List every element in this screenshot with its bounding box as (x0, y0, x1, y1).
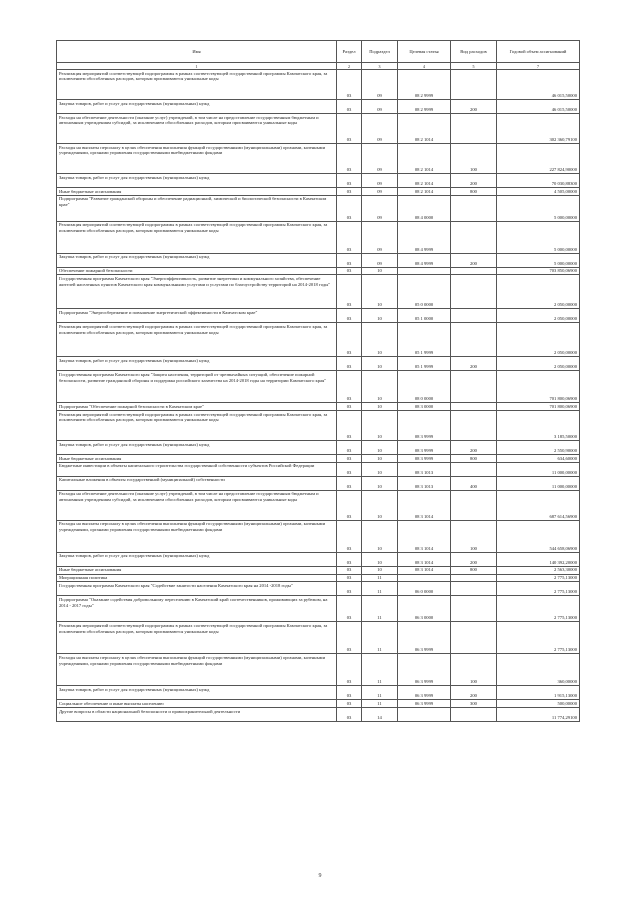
row-name-cell: Подпрограмма "Развитие гражданской обороны и обеспечение радиационной, химической и биологической безопасности в Камчатском крае" (57, 195, 337, 221)
table-row (57, 476, 580, 490)
row-name-cell: Закупка товаров, работ и услуг для государственных (муниципальных) нужд (57, 686, 337, 700)
row-subsection-cell: 11 (362, 596, 398, 622)
table-row (57, 708, 580, 722)
row-expense-type-cell (451, 582, 497, 596)
row-expense-type-cell (451, 708, 497, 722)
row-expense-type-cell (451, 403, 497, 411)
row-section-cell: 03 (337, 357, 362, 371)
row-amount-cell: 701 800,06900 (497, 403, 580, 411)
row-amount-cell: 544 658,06900 (497, 520, 580, 552)
row-amount-cell: 2 050,00000 (497, 275, 580, 309)
row-target-cell: 08 0 0000 (398, 371, 451, 403)
row-target-cell: 08 3 1013 (398, 476, 451, 490)
table-row (57, 174, 580, 188)
column-number: 2 (337, 63, 362, 70)
row-name-cell: Иные бюджетные ассигнования (57, 566, 337, 574)
table-row (57, 357, 580, 371)
row-section-cell: 03 (337, 700, 362, 708)
row-name-cell: Расходы на выплаты персоналу в целях обеспечения выполнения функций государственными (муниципальными) органами, казенными учреждениями, органами управления государственными внебюджетными фондами (57, 520, 337, 552)
row-section-cell: 03 (337, 144, 362, 174)
row-target-cell: 06 3 0000 (398, 596, 451, 622)
row-section-cell: 03 (337, 371, 362, 403)
row-subsection-cell: 10 (362, 462, 398, 476)
row-subsection-cell: 10 (362, 357, 398, 371)
row-name-cell: Подпрограмма "Обеспечение пожарной безопасности в Камчатском крае" (57, 403, 337, 411)
row-expense-type-cell (451, 490, 497, 520)
table-row (57, 411, 580, 441)
row-subsection-cell: 10 (362, 411, 398, 441)
row-target-cell: 05 1 9999 (398, 323, 451, 357)
row-section-cell: 03 (337, 462, 362, 476)
row-section-cell: 03 (337, 596, 362, 622)
column-number-row (57, 63, 580, 70)
row-amount-cell: 5 000,00000 (497, 221, 580, 253)
row-target-cell: 05 1 0000 (398, 309, 451, 323)
row-section-cell: 03 (337, 174, 362, 188)
budget-table (56, 40, 580, 722)
row-expense-type-cell: 300 (451, 700, 497, 708)
row-name-cell: Бюджетные инвестиции в объекты капитального строительства государственной собственности субъектов Российской Федерации (57, 462, 337, 476)
row-subsection-cell: 10 (362, 275, 398, 309)
row-section-cell: 03 (337, 195, 362, 221)
row-expense-type-cell (451, 323, 497, 357)
row-subsection-cell: 11 (362, 574, 398, 582)
table-header (57, 41, 580, 70)
row-amount-cell: 2 550,90000 (497, 441, 580, 455)
row-name-cell: Реализация мероприятий соответствующей подпрограммы в рамках соответствующей государственной программы Камчатского края, за исключением обособленных расходов, которым присваиваются уникальные коды (57, 323, 337, 357)
row-name-cell: Другие вопросы в области национальной безопасности и правоохранительной деятельности (57, 708, 337, 722)
table-row (57, 221, 580, 253)
row-subsection-cell: 10 (362, 476, 398, 490)
row-target-cell (398, 574, 451, 582)
row-expense-type-cell: 200 (451, 686, 497, 700)
table-row (57, 596, 580, 622)
row-expense-type-cell (451, 574, 497, 582)
row-amount-cell: 687 614,56900 (497, 490, 580, 520)
row-target-cell: 08 2 9999 (398, 100, 451, 114)
row-amount-cell: 1 915,13000 (497, 686, 580, 700)
table-row (57, 700, 580, 708)
row-amount-cell: 634,60000 (497, 455, 580, 463)
row-name-cell: Закупка товаров, работ и услуг для государственных (муниципальных) нужд (57, 357, 337, 371)
row-target-cell: 08 3 9999 (398, 441, 451, 455)
table-row (57, 520, 580, 552)
row-name-cell: Иные бюджетные ассигнования (57, 188, 337, 196)
row-subsection-cell: 10 (362, 566, 398, 574)
row-target-cell: 08 3 1014 (398, 520, 451, 552)
table-row (57, 188, 580, 196)
row-target-cell: 08 2 1014 (398, 144, 451, 174)
table-row (57, 403, 580, 411)
row-expense-type-cell: 800 (451, 566, 497, 574)
column-number: 7 (497, 63, 580, 70)
row-subsection-cell: 10 (362, 323, 398, 357)
row-target-cell: 06 3 9999 (398, 622, 451, 654)
row-name-cell: Реализация мероприятий соответствующей подпрограммы в рамках соответствующей государственной программы Камчатского края, за исключением обособленных расходов, которым присваиваются уникальные коды (57, 221, 337, 253)
row-section-cell: 03 (337, 221, 362, 253)
row-name-cell: Закупка товаров, работ и услуг для государственных (муниципальных) нужд (57, 253, 337, 267)
row-subsection-cell: 11 (362, 700, 398, 708)
header-amount: Годовой объем ассигнований (497, 41, 580, 63)
row-name-cell: Расходы на обеспечение деятельности (оказание услуг) учреждений, в том числе на предоставление государственным бюджетным и автономным учреждениям субсидий, за исключением обособленных расходов, которым присваиваются уникальные коды (57, 114, 337, 144)
row-name-cell: Закупка товаров, работ и услуг для государственных (муниципальных) нужд (57, 174, 337, 188)
row-subsection-cell: 09 (362, 188, 398, 196)
row-name-cell: Государственная программа Камчатского края "Защита населения, территорий от чрезвычайных ситуаций, обеспечение пожарной безопасности, развитие гражданской обороны и поддержка российского казачества на 2014-2018 годы на территории Камчатского края" (57, 371, 337, 403)
row-expense-type-cell (451, 371, 497, 403)
row-target-cell: 08 4 0000 (398, 195, 451, 221)
row-subsection-cell: 11 (362, 654, 398, 686)
table-row (57, 144, 580, 174)
row-target-cell: 06 3 9999 (398, 700, 451, 708)
row-subsection-cell: 11 (362, 622, 398, 654)
table-row (57, 686, 580, 700)
row-amount-cell: 2 050,00000 (497, 323, 580, 357)
row-amount-cell: 5 000,00000 (497, 195, 580, 221)
row-subsection-cell: 10 (362, 403, 398, 411)
table-row (57, 462, 580, 476)
table-row (57, 552, 580, 566)
table-row (57, 622, 580, 654)
row-expense-type-cell: 800 (451, 455, 497, 463)
row-expense-type-cell: 200 (451, 441, 497, 455)
row-section-cell: 03 (337, 309, 362, 323)
row-target-cell (398, 708, 451, 722)
table-row (57, 371, 580, 403)
row-expense-type-cell (451, 309, 497, 323)
row-expense-type-cell (451, 596, 497, 622)
row-target-cell: 06 3 9999 (398, 654, 451, 686)
header-target: Целевая статья (398, 41, 451, 63)
row-subsection-cell: 09 (362, 253, 398, 267)
row-name-cell: Реализация мероприятий соответствующей подпрограммы в рамках соответствующей государственной программы Камчатского края, за исключением обособленных расходов, которым присваиваются уникальные коды (57, 622, 337, 654)
row-amount-cell: 11 000,00000 (497, 462, 580, 476)
table-row (57, 309, 580, 323)
row-subsection-cell: 09 (362, 70, 398, 100)
row-name-cell: Подпрограмма "Энергосбережение и повышение энергетической эффективности в Камчатском крае" (57, 309, 337, 323)
row-target-cell: 08 3 1014 (398, 552, 451, 566)
header-expense-type: Вид расходов (451, 41, 497, 63)
row-target-cell: 08 2 1014 (398, 174, 451, 188)
row-name-cell: Капитальные вложения в объекты государственной (муниципальной) собственности (57, 476, 337, 490)
row-name-cell: Государственная программа Камчатского края "Энергоэффективность, развитие энергетики и коммунального хозяйства, обеспечение жителей населенных пунктов Камчатского края коммунальными услугами и услугами по благоустройству территорий на 2014-2018 годы" (57, 275, 337, 309)
row-target-cell: 08 3 0000 (398, 403, 451, 411)
header-section: Раздел (337, 41, 362, 63)
row-target-cell: 08 4 9999 (398, 221, 451, 253)
row-amount-cell: 46 015,50000 (497, 70, 580, 100)
row-expense-type-cell (451, 195, 497, 221)
header-name: Имя (57, 41, 337, 63)
row-target-cell: 08 3 1014 (398, 566, 451, 574)
row-section-cell: 03 (337, 323, 362, 357)
row-name-cell: Расходы на выплаты персоналу в целях обеспечения выполнения функций государственными (муниципальными) органами, казенными учреждениями, органами управления государственными внебюджетными фондами (57, 144, 337, 174)
table-row (57, 582, 580, 596)
row-section-cell: 03 (337, 188, 362, 196)
table-row (57, 100, 580, 114)
row-section-cell: 03 (337, 253, 362, 267)
row-expense-type-cell (451, 221, 497, 253)
table-row (57, 441, 580, 455)
row-subsection-cell: 10 (362, 490, 398, 520)
row-amount-cell: 5 000,00000 (497, 253, 580, 267)
row-section-cell: 03 (337, 520, 362, 552)
table-row (57, 654, 580, 686)
page-number: 9 (318, 873, 322, 879)
row-amount-cell: 2 050,00000 (497, 357, 580, 371)
table-row (57, 323, 580, 357)
row-subsection-cell: 09 (362, 114, 398, 144)
row-subsection-cell: 10 (362, 441, 398, 455)
row-section-cell: 03 (337, 411, 362, 441)
row-subsection-cell: 09 (362, 144, 398, 174)
row-expense-type-cell (451, 411, 497, 441)
row-section-cell: 03 (337, 622, 362, 654)
row-target-cell: 08 2 9999 (398, 70, 451, 100)
row-subsection-cell: 09 (362, 195, 398, 221)
row-expense-type-cell: 200 (451, 357, 497, 371)
row-amount-cell: 360,00000 (497, 654, 580, 686)
row-target-cell: 06 3 9999 (398, 686, 451, 700)
row-name-cell: Социальное обеспечение и иные выплаты населению (57, 700, 337, 708)
row-expense-type-cell (451, 462, 497, 476)
row-name-cell: Расходы на выплаты персоналу в целях обеспечения выполнения функций государственными (муниципальными) органами, казенными учреждениями, органами управления государственными внебюджетными фондами (57, 654, 337, 686)
row-amount-cell: 46 015,50000 (497, 100, 580, 114)
row-section-cell: 03 (337, 267, 362, 275)
row-subsection-cell: 10 (362, 267, 398, 275)
row-section-cell: 03 (337, 708, 362, 722)
row-name-cell: Расходы на обеспечение деятельности (оказание услуг) учреждений, в том числе на предоставление государственным бюджетным и автономным учреждениям субсидий, за исключением обособленных расходов, которым присваиваются уникальные коды (57, 490, 337, 520)
row-expense-type-cell: 400 (451, 476, 497, 490)
row-subsection-cell: 10 (362, 309, 398, 323)
row-section-cell: 03 (337, 275, 362, 309)
row-section-cell: 03 (337, 686, 362, 700)
row-amount-cell: 703 850,06900 (497, 267, 580, 275)
table-row (57, 114, 580, 144)
row-subsection-cell: 09 (362, 100, 398, 114)
row-amount-cell: 11 774,29100 (497, 708, 580, 722)
row-section-cell: 03 (337, 70, 362, 100)
table-row (57, 195, 580, 221)
row-subsection-cell: 10 (362, 455, 398, 463)
row-amount-cell: 2 050,00000 (497, 309, 580, 323)
row-name-cell: Закупка товаров, работ и услуг для государственных (муниципальных) нужд (57, 100, 337, 114)
row-amount-cell: 2 775,13000 (497, 622, 580, 654)
row-name-cell: Обеспечение пожарной безопасности (57, 267, 337, 275)
header-subsection: Подраздел (362, 41, 398, 63)
row-target-cell: 08 3 1013 (398, 462, 451, 476)
row-name-cell: Реализация мероприятий соответствующей подпрограммы в рамках соответствующей государственной программы Камчатского края, за исключением обособленных расходов, которым присваиваются уникальные коды (57, 70, 337, 100)
row-expense-type-cell: 800 (451, 188, 497, 196)
row-subsection-cell: 11 (362, 686, 398, 700)
row-expense-type-cell: 100 (451, 654, 497, 686)
row-expense-type-cell (451, 275, 497, 309)
row-amount-cell: 2 775,13000 (497, 582, 580, 596)
row-amount-cell: 11 000,00000 (497, 476, 580, 490)
row-subsection-cell: 14 (362, 708, 398, 722)
table-row (57, 455, 580, 463)
row-amount-cell: 70 030,88300 (497, 174, 580, 188)
row-subsection-cell: 10 (362, 371, 398, 403)
row-target-cell: 05 0 0000 (398, 275, 451, 309)
row-section-cell: 03 (337, 574, 362, 582)
row-amount-cell: 3 185,50000 (497, 411, 580, 441)
row-amount-cell: 2 563,30000 (497, 566, 580, 574)
column-number: 1 (57, 63, 337, 70)
row-section-cell: 03 (337, 566, 362, 574)
row-target-cell: 08 3 9999 (398, 411, 451, 441)
row-name-cell: Подпрограмма "Оказание содействия добровольному переселению в Камчатский край соотечественников, проживающих за рубежом, на 2014 - 2017 годы" (57, 596, 337, 622)
row-name-cell: Закупка товаров, работ и услуг для государственных (муниципальных) нужд (57, 441, 337, 455)
row-amount-cell: 227 824,90000 (497, 144, 580, 174)
row-amount-cell: 302 360,79100 (497, 114, 580, 144)
table-row (57, 70, 580, 100)
table-row (57, 267, 580, 275)
row-expense-type-cell (451, 622, 497, 654)
row-section-cell: 03 (337, 654, 362, 686)
row-amount-cell: 2 775,13000 (497, 574, 580, 582)
row-amount-cell: 2 775,13000 (497, 596, 580, 622)
row-subsection-cell: 10 (362, 552, 398, 566)
row-section-cell: 03 (337, 100, 362, 114)
row-section-cell: 03 (337, 552, 362, 566)
row-target-cell (398, 267, 451, 275)
row-expense-type-cell (451, 114, 497, 144)
row-expense-type-cell: 200 (451, 253, 497, 267)
row-section-cell: 03 (337, 403, 362, 411)
row-subsection-cell: 11 (362, 582, 398, 596)
row-expense-type-cell: 100 (451, 520, 497, 552)
row-target-cell: 08 4 9999 (398, 253, 451, 267)
table-row (57, 566, 580, 574)
row-target-cell: 08 2 1014 (398, 188, 451, 196)
row-expense-type-cell (451, 70, 497, 100)
row-target-cell: 08 2 1014 (398, 114, 451, 144)
row-target-cell: 06 0 0000 (398, 582, 451, 596)
row-expense-type-cell (451, 267, 497, 275)
row-section-cell: 03 (337, 476, 362, 490)
row-amount-cell: 4 505,00000 (497, 188, 580, 196)
table-body (57, 70, 580, 722)
row-name-cell: Закупка товаров, работ и услуг для государственных (муниципальных) нужд (57, 552, 337, 566)
row-amount-cell: 500,00000 (497, 700, 580, 708)
row-amount-cell: 701 800,06900 (497, 371, 580, 403)
row-amount-cell: 140 392,20000 (497, 552, 580, 566)
table-row (57, 253, 580, 267)
table-row (57, 275, 580, 309)
row-target-cell: 08 3 9999 (398, 455, 451, 463)
row-expense-type-cell: 200 (451, 552, 497, 566)
column-number: 3 (362, 63, 398, 70)
row-section-cell: 03 (337, 490, 362, 520)
row-subsection-cell: 09 (362, 174, 398, 188)
table-row (57, 490, 580, 520)
row-expense-type-cell: 200 (451, 100, 497, 114)
table-row (57, 574, 580, 582)
row-target-cell: 08 3 1014 (398, 490, 451, 520)
column-number: 4 (398, 63, 451, 70)
column-number: 5 (451, 63, 497, 70)
row-section-cell: 03 (337, 441, 362, 455)
row-target-cell: 05 1 9999 (398, 357, 451, 371)
row-name-cell: Реализация мероприятий соответствующей подпрограммы в рамках соответствующей государственной программы Камчатского края, за исключением обособленных расходов, которым присваиваются уникальные коды (57, 411, 337, 441)
row-section-cell: 03 (337, 455, 362, 463)
row-subsection-cell: 10 (362, 520, 398, 552)
row-expense-type-cell: 200 (451, 174, 497, 188)
row-name-cell: Иные бюджетные ассигнования (57, 455, 337, 463)
row-subsection-cell: 09 (362, 221, 398, 253)
row-expense-type-cell: 100 (451, 144, 497, 174)
row-section-cell: 03 (337, 582, 362, 596)
row-name-cell: Государственная программа Камчатского края "Содействие занятости населения Камчатского края на 2014 -2018 годы" (57, 582, 337, 596)
row-section-cell: 03 (337, 114, 362, 144)
row-name-cell: Миграционная политика (57, 574, 337, 582)
